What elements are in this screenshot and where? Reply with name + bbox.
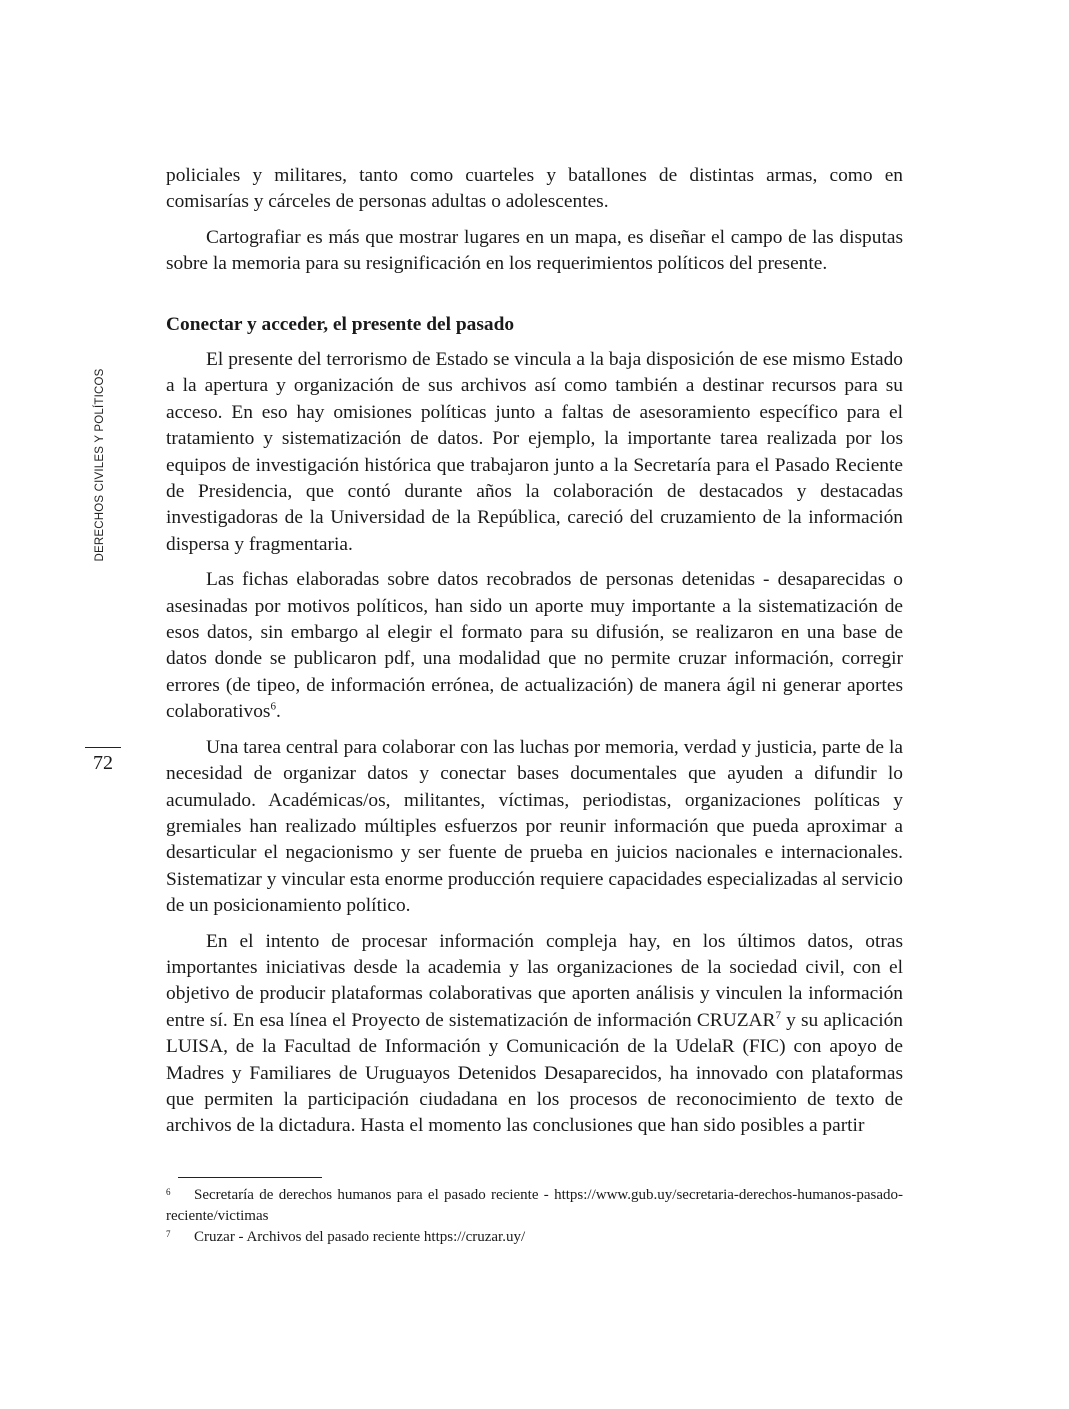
footnote-number: 7 [166,1229,171,1239]
footnote-7 [166,1227,903,1248]
paragraph-intento-text: En el intento de procesar información compleja hay, en los últimos datos, otras importantes iniciativas desde la academia y las organizaciones de la sociedad civil, con el objetivo de producir plataformas colaborativas que aporten análisis y vinculen la información entre sí. En esa línea el Proyecto de sistematización de información CRUZAR [166,930,903,1031]
footnote-text: Secretaría de derechos humanos para el pasado reciente - https://www.gub.uy/secretaria-derechos-humanos-pasado-reciente/victimas [166,1187,903,1224]
footnote-ref-7: 7 [775,1009,781,1022]
intro-text [166,163,903,278]
paragraph-terrorismo: El presente del terrorismo de Estado se vincula a la baja disposición de ese mismo Estado a la apertura y organización de sus archivos así como también a destinar recursos para su acceso. En eso hay omisiones políticas junto a faltas de asesoramiento específico para el tratamiento y sistematización de datos. Por ejemplo, la importante tarea realizada por los equipos de investigación histórica que trabajaron junto a la Secretaría para el Pasado Reciente de Presidencia, que contó durante años la colaboración de destacados y destacadas investigadoras de la Universidad de la República, careció del cruzamiento de la información dispersa y fragmentaria. [166,349,903,555]
footnote-text: Cruzar - Archivos del pasado reciente https://cruzar.uy/ [194,1229,526,1245]
footnotes [166,1185,903,1248]
paragraph-tarea-central: Una tarea central para colaborar con las luchas por memoria, verdad y justicia, parte de la necesidad de organizar datos y conectar bases documentales que ayuden a difundir lo acumulado. Académicas/os, militantes, víctimas, periodistas, organizaciones políticas y gremiales han realizado múltiples esfuerzos por reunir información que pueda aproximar a desarticular el negacionismo y ser fuente de prueba en juicios nacionales e internacionales. Sistematizar y vincular esta enorme producción requiere capacidades especializadas al servicio de un posicionamiento político. [166,736,903,917]
paragraph-intento [166,929,903,1140]
paragraph-continued: policiales y militares, tanto como cuarteles y batallones de distintas armas, como en comisarías y cárceles de personas adultas o adolescentes. [166,165,903,213]
paragraph-fichas-end: . [275,701,281,723]
section-heading: Conectar y acceder, el presente del pasado [166,314,515,335]
running-section-title: DERECHOS CIVILES Y POLÍTICOS [94,368,106,562]
footnote-6 [166,1185,903,1227]
footnote-ref-6: 6 [270,700,276,713]
footnote-number: 6 [166,1187,171,1197]
paragraph-fichas-text: Las fichas elaboradas sobre datos recobrados de personas detenidas - desaparecidas o asesinadas por motivos políticos, han sido un aporte muy importante a la sistematización de esos datos, sin embargo al elegir el formato para su difusión, se realizaron en una base de datos donde se publicaron pdf, una modalidad que no permite cruzar información, corregir errores (de tipeo, de información errónea, de actualización) de manera ágil ni generar aportes colaborativos [166,569,903,723]
footnote-rule [178,1177,322,1178]
body-text [166,347,903,1140]
paragraph-intento-rest: y su aplicación LUISA, de la Facultad de Información y Comunicación de la UdelaR (FIC) con apoyo de Madres y Familiares de Uruguayos Detenidos Desaparecidos, ha innovado con plataformas que permiten la participación ciudadana en los procesos de reconocimiento de texto de archivos de la dictadura. Hasta el momento las conclusiones que han sido posibles a partir [166,1009,903,1137]
paragraph-fichas [166,567,903,725]
page-number: 72 [93,752,113,774]
paragraph-cartografiar: Cartografiar es más que mostrar lugares en un mapa, es diseñar el campo de las disputas sobre la memoria para su resignificación en los requerimientos políticos del presente. [166,226,903,275]
page-number-rule [85,747,121,748]
